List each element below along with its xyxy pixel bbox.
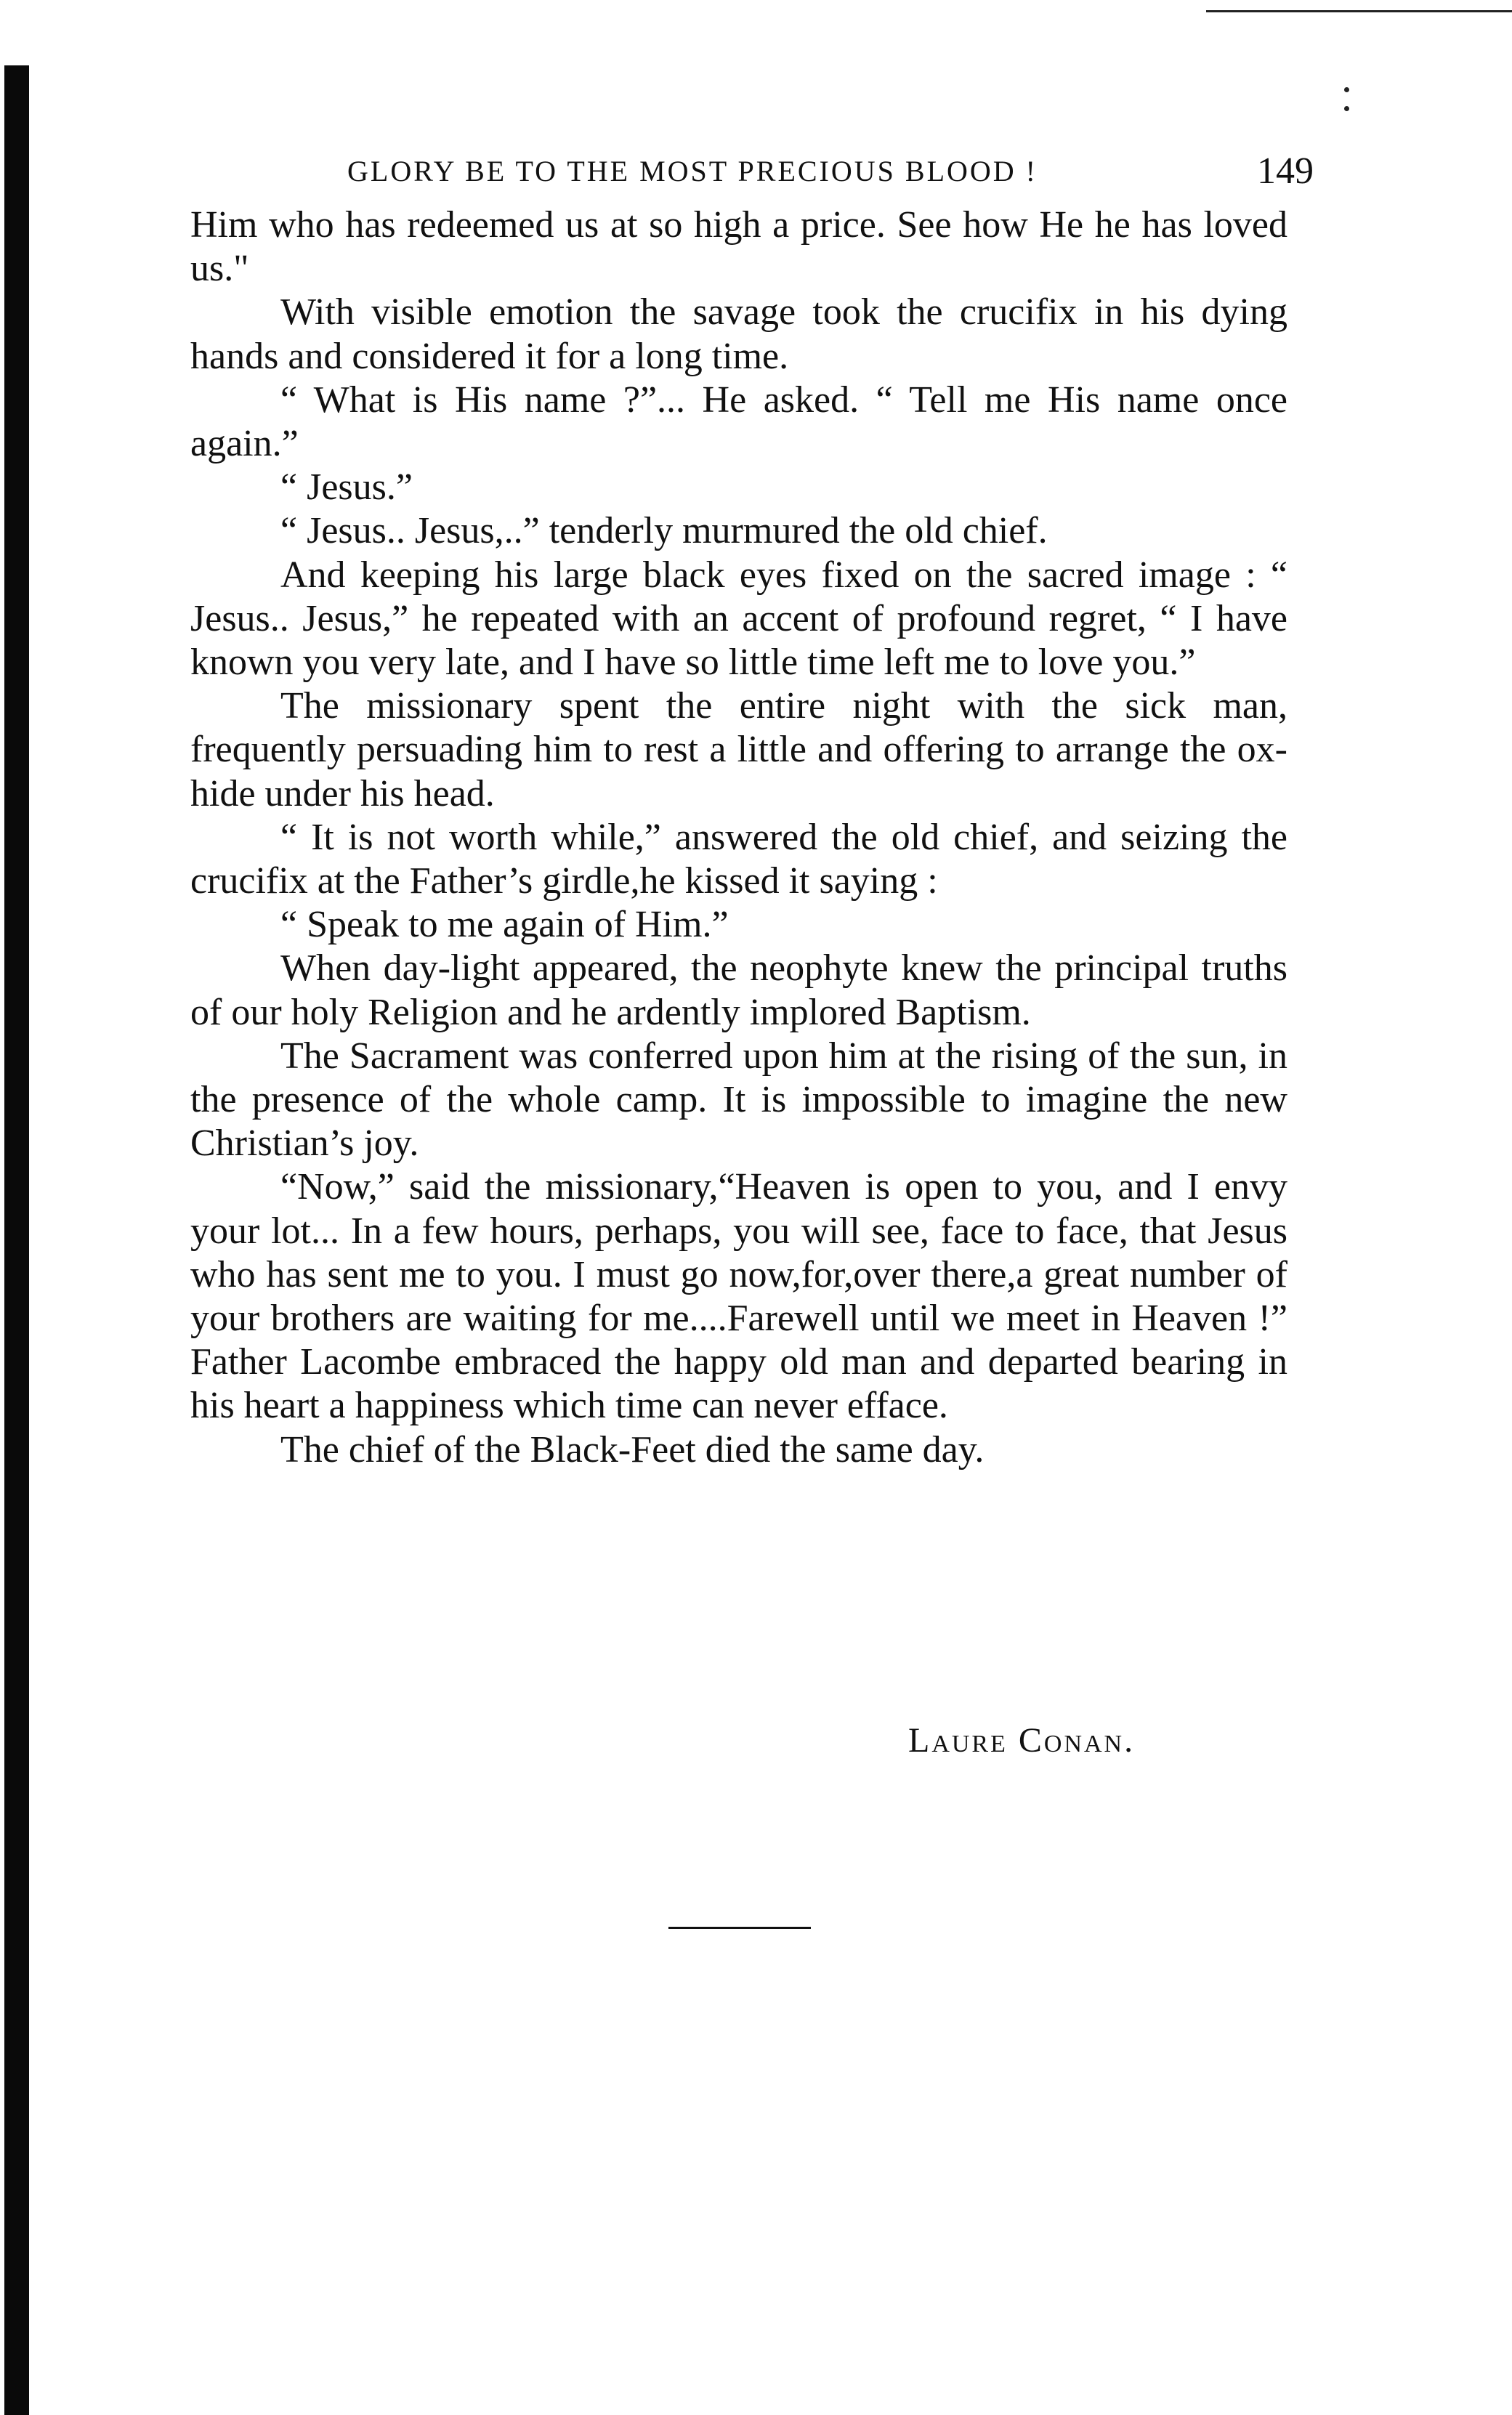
top-rule [1206, 10, 1512, 12]
paragraph: And keeping his large black eyes fixed on the sacred image : “ Jesus.. Jesus,” he repeated with an accent of profound regret, “ I have known you very late, and I have so little time left me to love you.” [190, 554, 1287, 684]
paragraph: “ Speak to me again of Him.” [280, 904, 729, 946]
paragraph: The Sacrament was conferred upon him at the rising of the sun, in the presence of the whole camp. It is impossible to imagine the new Christian’s joy. [190, 1035, 1287, 1165]
page-number: 149 [1257, 150, 1314, 192]
paragraph: When day-light appeared, the neophyte knew the principal truths of our holy Religion and he ardently implored Baptism. [190, 947, 1287, 1033]
paragraph: “ What is His name ?”... He asked. “ Tell me His name once again.” [190, 379, 1287, 465]
paragraph: The missionary spent the entire night with the sick man, frequently persuading him to rest a little and offering to arrange the ox-hide under his head. [190, 685, 1287, 814]
author-signature: Laure Conan. [908, 1721, 1136, 1760]
paragraph: “ Jesus.” [280, 466, 413, 509]
paragraph: The chief of the Black-Feet died the same day. [280, 1428, 985, 1471]
binding-edge [4, 65, 29, 2415]
running-head: GLORY BE TO THE MOST PRECIOUS BLOOD ! [347, 155, 1038, 187]
margin-dot [1344, 106, 1349, 111]
paragraph: With visible emotion the savage took the crucifix in his dying hands and considered it for a long time. [190, 291, 1287, 377]
paragraph: “ It is not worth while,” answered the old chief, and seizing the crucifix at the Father’s girdle,he kissed it saying : [190, 816, 1287, 902]
page-header [347, 145, 1314, 198]
paragraph: “ Jesus.. Jesus,..” tenderly murmured the old chief. [280, 510, 1048, 552]
body-text [190, 203, 1287, 1472]
paragraph: Him who has redeemed us at so high a price. See how He he has loved us." [190, 204, 1287, 290]
paragraph: “Now,” said the missionary,“Heaven is open to you, and I envy your lot... In a few hours, perhaps, you will see, face to face, that Jesus who has sent me to you. I must go now,for,over there,a great number of your brothers are waiting for me....Farewell until we meet in Heaven !” Father Lacombe embraced the happy old man and departed bearing in his heart a happiness which time can never efface. [190, 1166, 1287, 1427]
margin-dot [1344, 87, 1349, 92]
end-rule [668, 1927, 811, 1929]
